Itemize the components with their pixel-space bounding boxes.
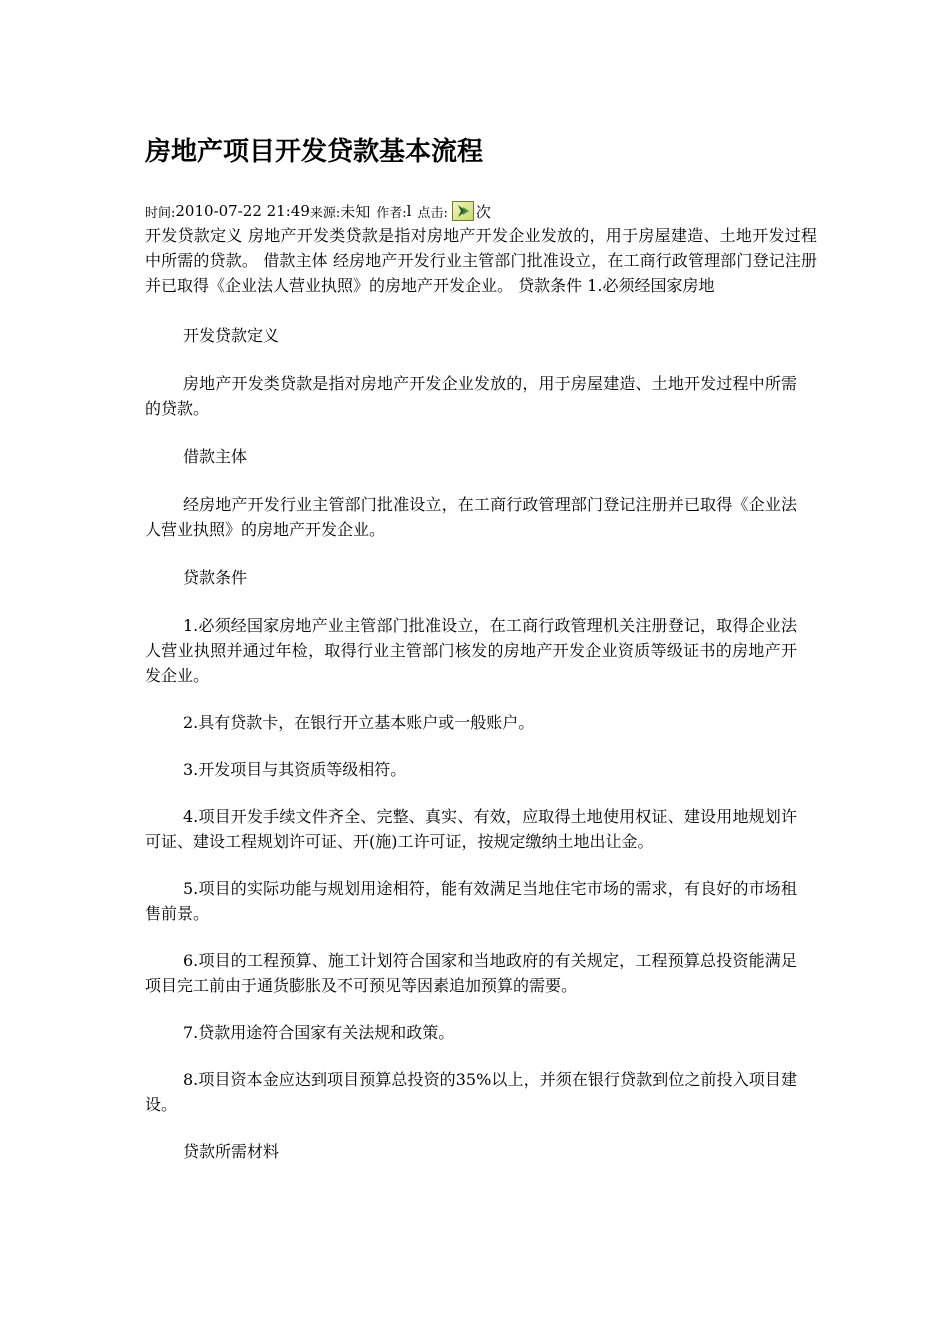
article-summary: 开发贷款定义 房地产开发类贷款是指对房地产开发企业发放的，用于房屋建造、土地开发过程中所需的贷款。 借款主体 经房地产开发行业主管部门批准设立，在工商行政管理部门登记注册并已取得《企业法人营业执照》的房地产开发企业。 贷款条件 1.必须经国家房地 bbox=[145, 226, 817, 295]
paragraph-definition: 房地产开发类贷款是指对房地产开发企业发放的，用于房屋建造、土地开发过程中所需的贷款。 bbox=[145, 374, 797, 418]
condition-item: 7.贷款用途符合国家有关法规和政策。 bbox=[183, 1023, 455, 1042]
section-heading-conditions: 贷款条件 bbox=[183, 568, 248, 587]
section-heading-materials: 贷款所需材料 bbox=[183, 1142, 280, 1161]
author-label: 作者: bbox=[376, 205, 407, 221]
article-title: 房地产项目开发贷款基本流程 bbox=[145, 137, 484, 167]
condition-item: 1.必须经国家房地产业主管部门批准设立，在工商行政管理机关注册登记，取得企业法人营业执照并通过年检，取得行业主管部门核发的房地产开发企业资质等级证书的房地产开发企业。 bbox=[145, 616, 797, 685]
paragraph-borrower: 经房地产开发行业主管部门批准设立，在工商行政管理部门登记注册并已取得《企业法人营业执照》的房地产开发企业。 bbox=[145, 495, 797, 539]
condition-item: 8.项目资本金应达到项目预算总投资的35%以上，并须在银行贷款到位之前投入项目建设。 bbox=[145, 1070, 797, 1114]
section-heading-definition: 开发贷款定义 bbox=[183, 326, 280, 345]
condition-item: 4.项目开发手续文件齐全、完整、真实、有效，应取得土地使用权证、建设用地规划许可证、建设工程规划许可证、开(施)工许可证，按规定缴纳土地出让金。 bbox=[145, 807, 797, 851]
article-body bbox=[145, 323, 797, 1187]
hit-counter-icon bbox=[452, 201, 474, 221]
condition-item: 3.开发项目与其资质等级相符。 bbox=[183, 760, 407, 779]
time-value: 2010-07-22 21:49 bbox=[175, 202, 310, 220]
condition-item: 5.项目的实际功能与规划用途相符，能有效满足当地住宅市场的需求，有良好的市场租售前景。 bbox=[145, 879, 797, 923]
clicks-label: 点击: bbox=[417, 205, 448, 221]
source-label: 来源: bbox=[309, 205, 341, 221]
time-label: 时间: bbox=[145, 205, 176, 221]
article-meta bbox=[145, 198, 491, 224]
section-heading-borrower: 借款主体 bbox=[183, 447, 248, 466]
source-value: 未知 bbox=[340, 202, 371, 221]
condition-item: 2.具有贷款卡，在银行开立基本账户或一般账户。 bbox=[183, 713, 535, 732]
condition-item: 6.项目的工程预算、施工计划符合国家和当地政府的有关规定，工程预算总投资能满足项目完工前由于通货膨胀及不可预见等因素追加预算的需要。 bbox=[145, 951, 797, 995]
clicks-unit: 次 bbox=[475, 202, 491, 221]
author-value: l bbox=[406, 202, 412, 220]
